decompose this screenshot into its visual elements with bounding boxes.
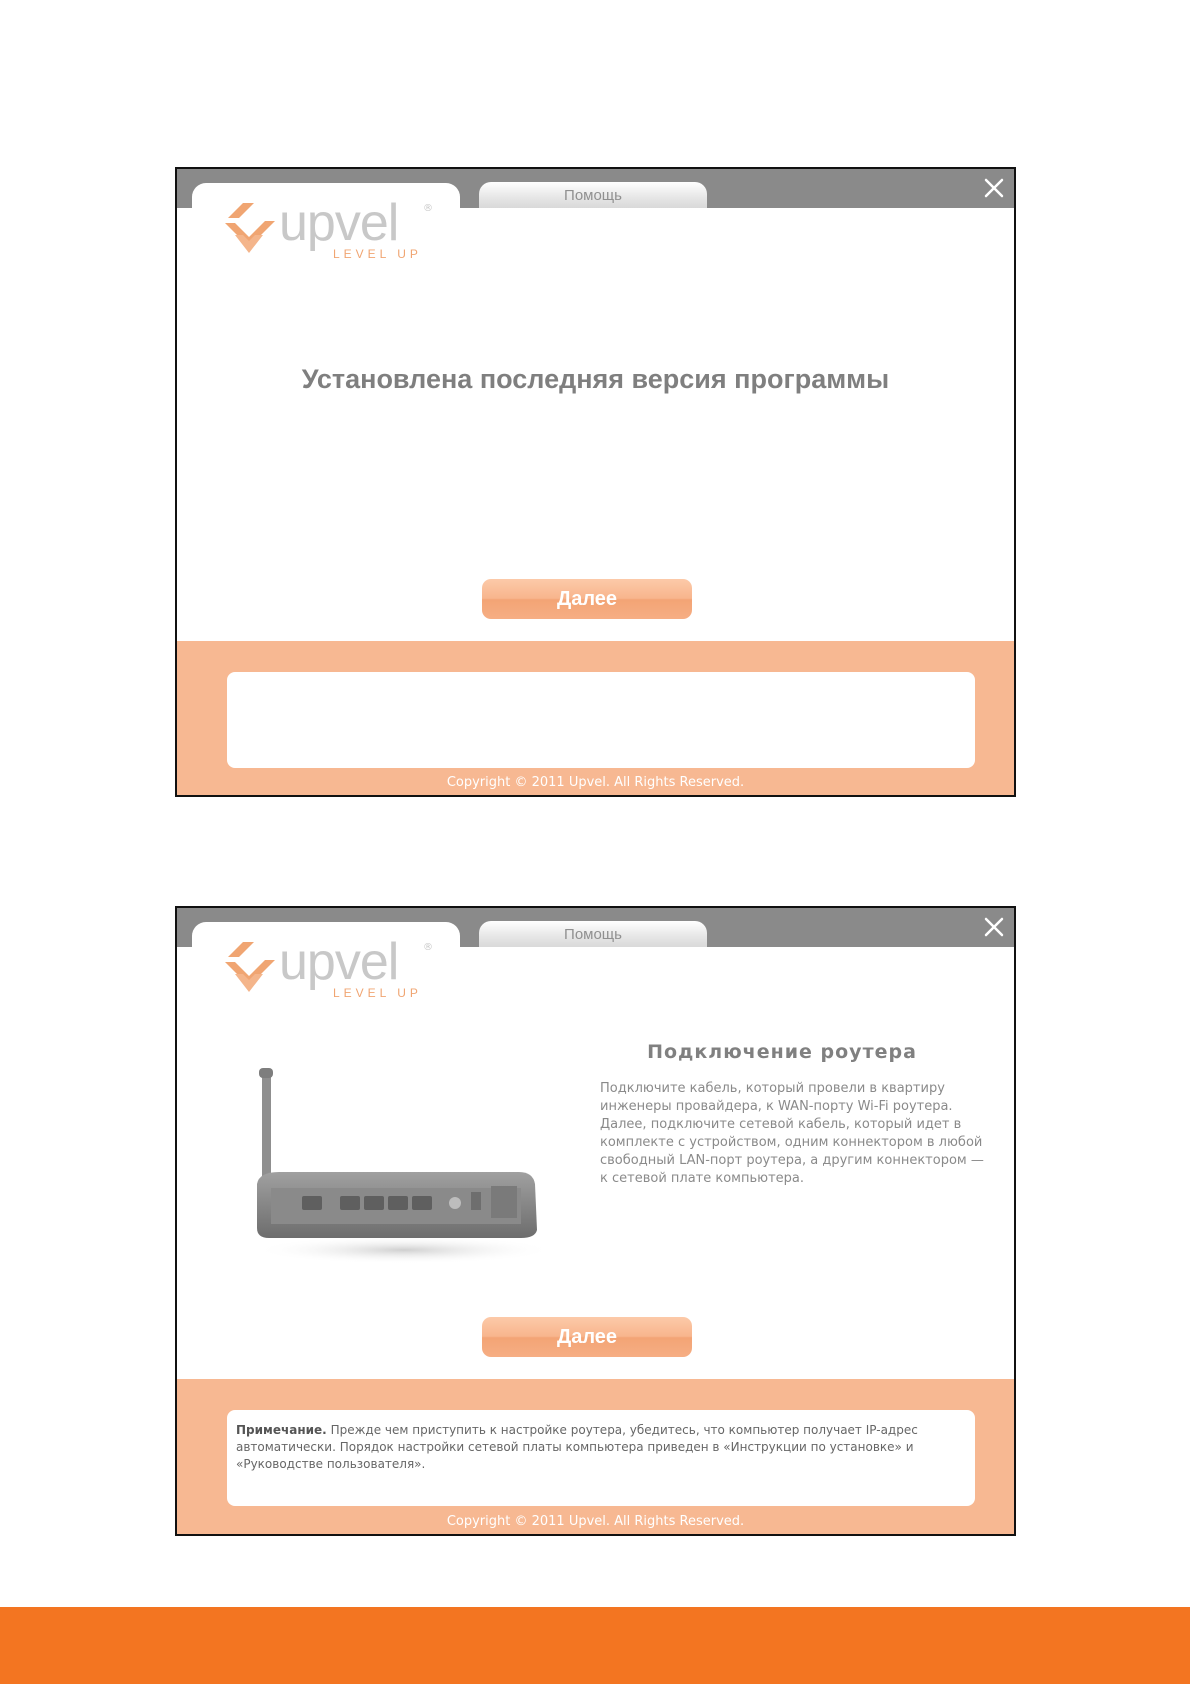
note-box <box>227 672 975 768</box>
logo-wordmark: upvel <box>279 194 399 252</box>
note-box <box>227 1410 975 1506</box>
logo-registered-mark: ® <box>423 942 433 953</box>
tab-help[interactable]: Помощь <box>479 182 707 208</box>
logo-registered-mark: ® <box>423 203 433 214</box>
logo-wordmark: upvel <box>279 933 399 991</box>
footer-panel <box>177 641 1014 795</box>
logo-tagline: LEVEL UP <box>333 247 422 261</box>
next-button[interactable]: Далее <box>482 1317 692 1357</box>
note-label: Примечание. <box>236 1423 327 1437</box>
close-icon[interactable] <box>982 176 1006 200</box>
section-title: Подключение роутера <box>647 1041 917 1063</box>
installer-window-update <box>175 167 1016 797</box>
section-description: Подключите кабель, который провели в квартиру инженеры провайдера, к WAN-порту Wi-Fi роутера. Далее, подключите сетевой кабель, который идет в комплекте с устройством, одним коннектором в любой свободный LAN-порт роутера, а другим коннектором — к сетевой плате компьютера. <box>600 1081 984 1186</box>
copyright-text: Copyright © 2011 Upvel. All Rights Reserved. <box>446 775 745 790</box>
copyright-text: Copyright © 2011 Upvel. All Rights Reserved. <box>446 1514 745 1529</box>
upvel-logo <box>221 933 433 1004</box>
page-bottom-bar <box>0 1607 1190 1684</box>
upvel-logo <box>221 194 433 265</box>
next-button[interactable]: Далее <box>482 579 692 619</box>
close-icon[interactable] <box>982 915 1006 939</box>
router-illustration <box>249 1060 549 1270</box>
note-text: Прежде чем приступить к настройке роутера, убедитесь, что компьютер получает IP-адрес автоматически. Порядок настройки сетевой платы компьютера приведен в «Инструкции по установке» и «Руководстве пользователя». <box>236 1423 918 1471</box>
status-headline: Установлена последняя версия программы <box>301 364 890 394</box>
logo-tagline: LEVEL UP <box>333 986 422 1000</box>
footer-panel <box>177 1379 1014 1534</box>
upvel-logo-icon <box>221 940 279 1000</box>
upvel-logo-icon <box>221 201 279 261</box>
tab-help[interactable]: Помощь <box>479 921 707 947</box>
installer-window-connect <box>175 906 1016 1536</box>
